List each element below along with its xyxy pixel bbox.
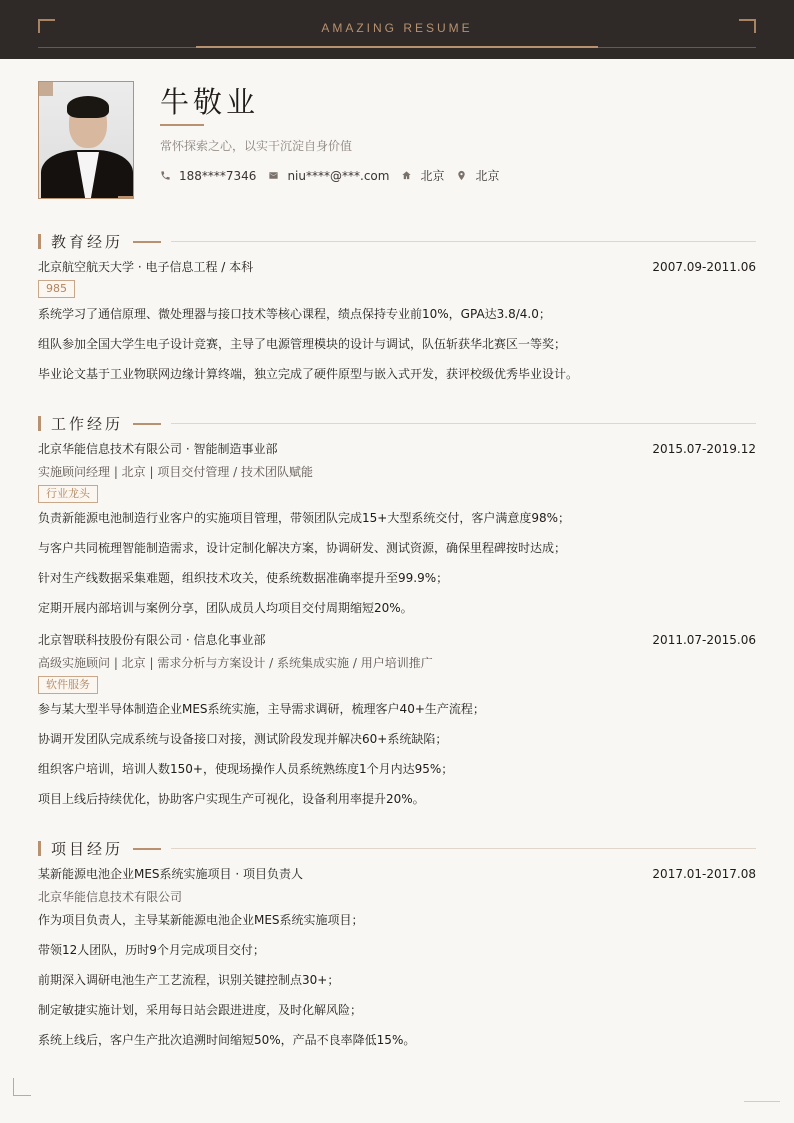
photo-corner-line — [118, 196, 134, 198]
section-education — [38, 231, 756, 252]
header-rule-accent — [196, 46, 598, 48]
person-name: 牛敬业 — [160, 85, 260, 119]
home-icon — [401, 170, 412, 181]
education-bullet: 毕业论文基于工业物联网边缘计算终端，独立完成了硬件原型与嵌入式开发，获评校级优秀毕业设计。 — [38, 367, 579, 381]
job-header — [38, 441, 756, 457]
brand-title: AMAZING RESUME — [321, 21, 473, 35]
contact-email — [268, 169, 389, 183]
project-name: 某新能源电池企业MES系统实施项目 · 项目负责人 — [38, 867, 303, 881]
company-name: 北京智联科技股份有限公司 · 信息化事业部 — [38, 633, 266, 647]
education-bullet: 组队参加全国大学生电子设计竞赛，主导了电源管理模块的设计与调试，队伍斩获华北赛区一等奖； — [38, 337, 567, 351]
contact-phone — [160, 169, 256, 183]
job-bullet: 组织客户培训，培训人数150+，使现场操作人员系统熟练度1个月内达95%； — [38, 762, 454, 776]
education-bullet: 系统学习了通信原理、微处理器与接口技术等核心课程，绩点保持专业前10%，GPA达3.8/4.0； — [38, 307, 551, 321]
project-header — [38, 866, 756, 882]
job-tag: 软件服务 — [38, 676, 98, 694]
map-pin-icon — [456, 170, 467, 181]
section-title: 项目经历 — [51, 840, 124, 858]
job-date: 2015.07-2019.12 — [652, 442, 756, 456]
contact-home — [401, 167, 444, 184]
job-date: 2011.07-2015.06 — [652, 633, 756, 647]
contact-row — [160, 167, 511, 184]
job-bullet: 定期开展内部培训与案例分享，团队成员人均项目交付周期缩短20%。 — [38, 601, 413, 615]
job-role: 实施顾问经理 | 北京 | 项目交付管理 / 技术团队赋能 — [38, 465, 314, 479]
job-header — [38, 632, 756, 648]
contact-location — [456, 167, 499, 184]
section-title: 教育经历 — [51, 233, 124, 251]
job-bullet: 负责新能源电池制造行业客户的实施项目管理，带领团队完成15+大型系统交付，客户满意度98%； — [38, 511, 570, 525]
job-bullet: 与客户共同梳理智能制造需求，设计定制化解决方案，协调研发、测试资源，确保里程碑按时达成； — [38, 541, 567, 555]
project-bullet: 系统上线后，客户生产批次追溯时间缩短50%，产品不良率降低15%。 — [38, 1033, 416, 1047]
project-bullet: 带领12人团队，历时9个月完成项目交付； — [38, 943, 265, 957]
section-title: 工作经历 — [51, 415, 124, 433]
page-corner-line — [744, 1101, 780, 1102]
project-bullet: 制定敏捷实施计划，采用每日站会跟进进度，及时化解风险； — [38, 1003, 363, 1017]
job-bullet: 针对生产线数据采集难题，组织技术攻关，使系统数据准确率提升至99.9%； — [38, 571, 449, 585]
photo-corner-ornament — [39, 82, 53, 96]
project-bullet: 作为项目负责人，主导某新能源电池企业MES系统实施项目； — [38, 913, 364, 927]
school-name: 北京航空航天大学 · 电子信息工程 / 本科 — [38, 260, 254, 274]
motto: 常怀探索之心，以实干沉淀自身价值 — [160, 139, 353, 153]
project-bullet: 前期深入调研电池生产工艺流程，识别关键控制点30+； — [38, 973, 340, 987]
email-text: niu****@***.com — [287, 168, 390, 183]
target-location-text: 北京 — [475, 169, 500, 183]
section-work — [38, 413, 756, 434]
education-header — [38, 259, 756, 275]
job-tag: 行业龙头 — [38, 485, 98, 503]
job-bullet: 协调开发团队完成系统与设备接口对接，测试阶段发现并解决60+系统缺陷； — [38, 732, 448, 746]
mail-icon — [268, 170, 279, 181]
education-date: 2007.09-2011.06 — [652, 260, 756, 274]
education-tag: 985 — [38, 280, 75, 298]
job-role: 高级实施顾问 | 北京 | 需求分析与方案设计 / 系统集成实施 / 用户培训推广 — [38, 656, 433, 670]
section-projects — [38, 838, 756, 859]
avatar-photo — [38, 81, 134, 199]
job-bullet: 项目上线后持续优化，协助客户实现生产可视化，设备利用率提升20%。 — [38, 792, 425, 806]
page-corner-ornament — [13, 1078, 31, 1096]
phone-text: 188****7346 — [179, 168, 257, 183]
home-location-text: 北京 — [420, 169, 445, 183]
project-date: 2017.01-2017.08 — [652, 867, 756, 881]
header-bar — [0, 0, 794, 59]
company-name: 北京华能信息技术有限公司 · 智能制造事业部 — [38, 442, 278, 456]
job-bullet: 参与某大型半导体制造企业MES系统实施，主导需求调研，梳理客户40+生产流程； — [38, 702, 485, 716]
project-company: 北京华能信息技术有限公司 — [38, 890, 183, 904]
phone-icon — [160, 170, 171, 181]
name-underline — [160, 124, 204, 126]
